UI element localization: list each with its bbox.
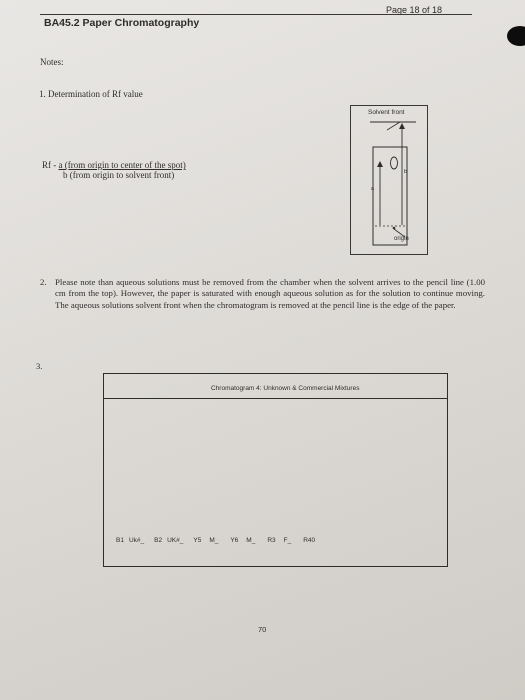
chromatogram-title-divider [103, 398, 447, 399]
solvent-front-label: Solvent front [368, 109, 405, 116]
page-number: 70 [258, 625, 267, 634]
rf-diagram-drawing [350, 105, 428, 255]
lane-label: M_ [209, 537, 219, 544]
lane-label: Uk#_ [128, 537, 145, 544]
section-3-number: 3. [36, 361, 43, 371]
page-indicator: Page 18 of 18 [386, 5, 443, 15]
lane-labels [116, 537, 315, 544]
distance-a-label: a [371, 186, 375, 192]
rf-numerator: a (from origin to center of the spot) [58, 160, 186, 170]
arrow-b-head [399, 123, 405, 129]
section-2-text: Please note than aqueous solutions must be removed from the chamber when the solvent arrives to the pencil line (1.00 cm from the top). However, the paper is saturated with enough aqueous solution as for the solution to continue moving. The aqueous solutions solvent front when the chromatogram is removed at the pencil line is the edge of the paper. [55, 277, 485, 310]
lane-label: B2 [154, 537, 163, 544]
chromatogram-title: Chromatogram 4: Unknown & Commercial Mixtures [211, 385, 360, 392]
document-title: BA45.2 Paper Chromatography [44, 17, 200, 29]
section-2-number: 2. [40, 277, 47, 287]
lane-label: R3 [267, 537, 276, 544]
arrow-a-head [377, 161, 383, 167]
lane-label: R40 [303, 537, 316, 544]
binder-hole [507, 26, 525, 46]
notes-label: Notes: [40, 57, 64, 67]
lane-label: F_ [283, 537, 292, 544]
lane-label: Y5 [193, 537, 202, 544]
rf-denominator: b (from origin to solvent front) [63, 170, 175, 180]
spot [391, 157, 398, 169]
rf-formula-numerator [42, 160, 186, 170]
lane-label: UK#_ [167, 537, 184, 544]
distance-b-label: b [404, 169, 408, 175]
rf-prefix: Rf - [42, 160, 57, 170]
origin-dot [393, 227, 396, 230]
lane-label: B1 [116, 537, 124, 544]
lane-label: Y6 [230, 537, 239, 544]
solvent-front-pointer [387, 122, 400, 130]
lane-label: M_ [246, 537, 256, 544]
origin-label: origin [394, 236, 409, 242]
section-1-heading: 1. Determination of Rf value [39, 89, 143, 99]
